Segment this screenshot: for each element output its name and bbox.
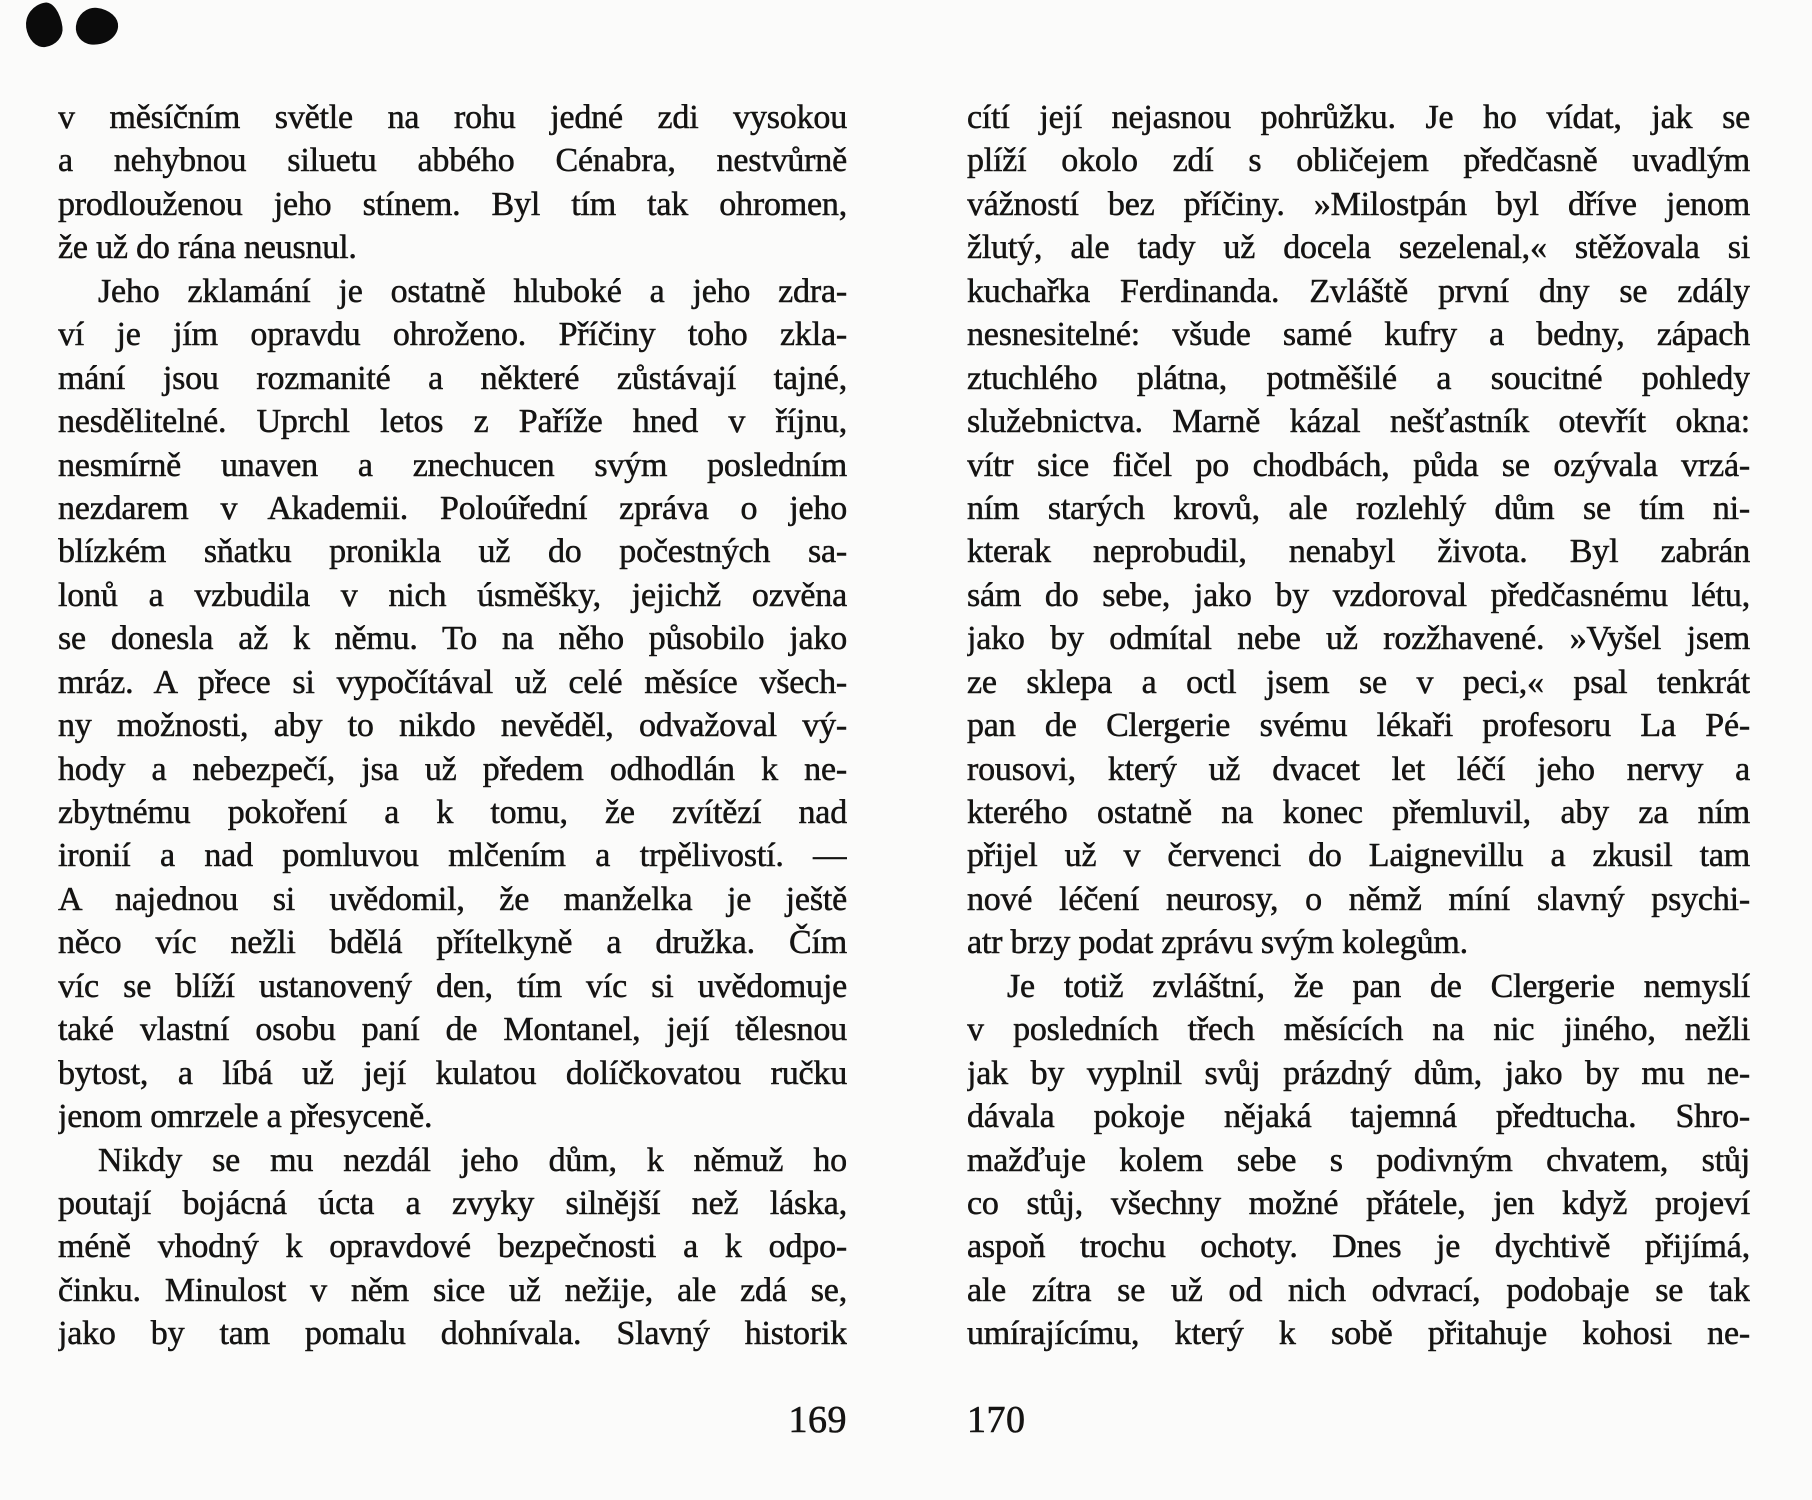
text-line: umírajícímu, který k sobě přitahuje kohosi ne- bbox=[967, 1315, 1750, 1353]
page-number-left: 169 bbox=[788, 1399, 847, 1441]
text-line: ztuchlého plátna, potměšilé a soucitné pohledy bbox=[967, 359, 1750, 397]
page-number-right: 170 bbox=[967, 1399, 1026, 1441]
text-line: kuchařka Ferdinanda. Zvláště první dny se zdály bbox=[967, 272, 1750, 310]
text-line: dávala pokoje nějaká tajemná předtucha. Shro- bbox=[967, 1098, 1750, 1136]
text-line: jak by vyplnil svůj prázdný dům, jako by mu ne- bbox=[967, 1054, 1750, 1092]
text-line: žlutý, ale tady už docela sezelenal,« stěžovala si bbox=[967, 229, 1750, 267]
text-line: cítí její nejasnou pohrůžku. Je ho vídat, jak se bbox=[967, 99, 1750, 136]
text-line: A najednou si uvědomil, že manželka je ještě bbox=[58, 880, 847, 918]
text-line: kterak neprobudil, nenabyl života. Byl zabrán bbox=[967, 533, 1750, 571]
text-line: bytost, a líbá už její kulatou dolíčkovatou ručku bbox=[58, 1054, 847, 1092]
text-line: hody a nebezpečí, jsa už předem odhodlán k ne- bbox=[58, 750, 847, 788]
text-line: Je totiž zvláštní, že pan de Clergerie nemyslí bbox=[1007, 967, 1750, 1005]
text-line: méně vhodný k opravdové bezpečnosti a k odpo- bbox=[58, 1228, 847, 1266]
text-line: nesnesitelné: všude samé kufry a bedny, zápach bbox=[967, 316, 1750, 354]
text-line: v posledních třech měsících na nic jiného, nežli bbox=[967, 1011, 1750, 1049]
text-line: že už do rána neusnul. bbox=[58, 229, 357, 267]
text-line: nové léčení neurosy, o němž míní slavný psychi- bbox=[967, 880, 1750, 918]
text-line: ny možnosti, aby to nikdo nevěděl, odvažoval vý- bbox=[58, 707, 847, 745]
text-line: ví je jím opravdu ohroženo. Příčiny toho zkla- bbox=[58, 316, 847, 354]
text-line: něco víc nežli bdělá přítelkyně a družka. Čím bbox=[58, 924, 847, 962]
text-line: aspoň trochu ochoty. Dnes je dychtivě přijímá, bbox=[967, 1228, 1750, 1266]
text-line: jako by odmítal nebe už rozžhavené. »Vyšel jsem bbox=[967, 620, 1750, 658]
text-line: Nikdy se mu nezdál jeho dům, k němuž ho bbox=[98, 1141, 847, 1179]
text-line: co stůj, všechny možné přátele, jen když projeví bbox=[967, 1184, 1750, 1222]
text-line: nezdarem v Akademii. Poloúřední zpráva o jeho bbox=[58, 489, 847, 527]
text-line: víc se blíží ustanovený den, tím víc si uvědomuje bbox=[58, 967, 847, 1005]
text-line: nesmírně unaven a znechucen svým posledním bbox=[58, 446, 847, 484]
text-column-left bbox=[58, 96, 847, 1356]
text-line: a nehybnou siluetu abbého Cénabra, nestvůrně bbox=[58, 142, 847, 180]
text-line: rousovi, který už dvacet let léčí jeho nervy a bbox=[967, 750, 1750, 788]
text-line: sám do sebe, jako by vzdoroval předčasnému létu, bbox=[967, 576, 1750, 614]
text-line: poutají bojácná úcta a zvyky silnější než láska, bbox=[58, 1184, 847, 1222]
text-line: také vlastní osobu paní de Montanel, její tělesnou bbox=[58, 1011, 847, 1049]
text-line: činku. Minulost v něm sice už nežije, ale zdá se, bbox=[58, 1271, 847, 1309]
text-line: v měsíčním světle na rohu jedné zdi vysokou bbox=[58, 99, 847, 136]
text-line: jenom omrzele a přesyceně. bbox=[58, 1098, 433, 1136]
text-line: mráz. A přece si vypočítával už celé měsíce všech- bbox=[58, 663, 847, 701]
text-line: lonů a vzbudila v nich úsměšky, jejichž ozvěna bbox=[58, 576, 847, 614]
text-line: vážností bez příčiny. »Milostpán byl dříve jenom bbox=[967, 185, 1750, 223]
text-line: prodlouženou jeho stínem. Byl tím tak ohromen, bbox=[58, 185, 847, 223]
text-line: zbytnému pokoření a k tomu, že zvítězí nad bbox=[58, 794, 847, 831]
text-line: ním starých krovů, ale rozlehlý dům se tím ni- bbox=[967, 489, 1750, 527]
text-line: kterého ostatně na konec přemluvil, aby za ním bbox=[967, 794, 1750, 831]
ink-smudge-2 bbox=[74, 6, 120, 47]
text-line: ale zítra se už od nich odvrací, podobaje se tak bbox=[967, 1271, 1750, 1309]
text-line: blízkém sňatku pronikla už do počestných sa- bbox=[58, 533, 847, 571]
text-line: mažďuje kolem sebe s podivným chvatem, stůj bbox=[967, 1141, 1750, 1179]
text-line: jako by tam pomalu dohnívala. Slavný historik bbox=[58, 1315, 847, 1353]
text-line: přijel už v červenci do Laignevillu a zkusil tam bbox=[967, 837, 1750, 875]
text-line: služebnictva. Marně kázal nešťastník otevřít okna: bbox=[967, 403, 1750, 441]
text-line: pan de Clergerie svému lékaři profesoru La Pé- bbox=[967, 707, 1750, 745]
text-line: ze sklepa a octl jsem se v peci,« psal tenkrát bbox=[967, 663, 1750, 701]
text-line: plíží okolo zdí s obličejem předčasně uvadlým bbox=[967, 142, 1750, 180]
text-line: nesdělitelné. Uprchl letos z Paříže hned v říjnu, bbox=[58, 403, 847, 441]
text-line: se donesla až k němu. To na něho působilo jako bbox=[58, 620, 847, 658]
text-line: vítr sice fičel po chodbách, půda se ozývala vrzá- bbox=[967, 446, 1750, 484]
text-line: mání jsou rozmanité a některé zůstávají tajné, bbox=[58, 359, 847, 397]
text-line: ironií a nad pomluvou mlčením a trpělivostí. — bbox=[58, 837, 847, 875]
text-column-right bbox=[967, 96, 1750, 1356]
ink-smudge-1 bbox=[23, 1, 65, 50]
text-line: atr brzy podat zprávu svým kolegům. bbox=[967, 924, 1468, 962]
text-line: Jeho zklamání je ostatně hluboké a jeho zdra- bbox=[98, 272, 847, 310]
